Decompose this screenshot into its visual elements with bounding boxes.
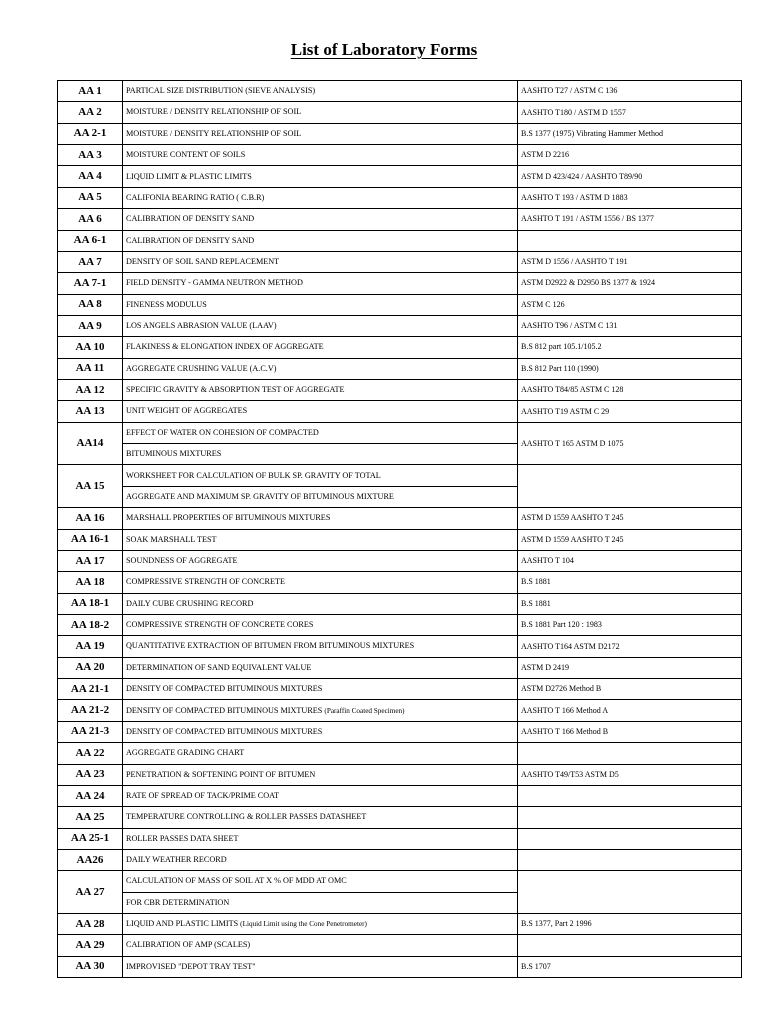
form-title-text: DENSITY OF COMPACTED BITUMINOUS MIXTURES [126, 705, 323, 715]
table-row [58, 721, 742, 742]
table-row [58, 187, 742, 208]
form-title-text: LOS ANGELS ABRASION VALUE (LAAV) [126, 321, 277, 331]
form-standard: ASTM D 1559 AASHTO T 245 [518, 508, 742, 529]
table-row [58, 508, 742, 529]
table-row [58, 81, 742, 102]
form-title [123, 785, 518, 806]
form-title-text: DAILY CUBE CRUSHING RECORD [126, 598, 254, 608]
table-row [58, 230, 742, 251]
form-code: AA 21-1 [58, 679, 123, 700]
form-title [123, 849, 518, 870]
form-code: AA 23 [58, 764, 123, 785]
table-row [58, 123, 742, 144]
form-standard: ASTM D2726 Method B [518, 679, 742, 700]
form-code: AA 2-1 [58, 123, 123, 144]
table-row [58, 743, 742, 764]
form-title-text: RATE OF SPREAD OF TACK/PRIME COAT [126, 790, 280, 800]
form-title [123, 764, 518, 785]
table-row [58, 871, 742, 892]
table-row [58, 914, 742, 935]
table-row [58, 209, 742, 230]
form-title [123, 807, 518, 828]
table-row [58, 294, 742, 315]
form-title [123, 679, 518, 700]
form-standard: ASTM D2922 & D2950 BS 1377 & 1924 [518, 273, 742, 294]
form-standard [518, 807, 742, 828]
form-code: AA14 [58, 422, 123, 465]
form-code: AA 6 [58, 209, 123, 230]
form-title [123, 294, 518, 315]
table-row [58, 401, 742, 422]
form-standard: B.S 1377 (1975) Vibrating Hammer Method [518, 123, 742, 144]
form-code: AA 25 [58, 807, 123, 828]
form-standard: B.S 1881 Part 120 : 1983 [518, 614, 742, 635]
form-code: AA 7-1 [58, 273, 123, 294]
form-title-text: FLAKINESS & ELONGATION INDEX OF AGGREGATE [126, 342, 324, 352]
form-standard: ASTM C 126 [518, 294, 742, 315]
form-standard [518, 743, 742, 764]
form-title [123, 422, 518, 443]
form-title-text: DENSITY OF SOIL SAND REPLACEMENT [126, 256, 280, 266]
form-code: AA26 [58, 849, 123, 870]
form-title [123, 380, 518, 401]
forms-table [57, 80, 742, 978]
form-code: AA 9 [58, 315, 123, 336]
form-title-text: DAILY WEATHER RECORD [126, 855, 227, 865]
form-title [123, 102, 518, 123]
form-title-text: DENSITY OF COMPACTED BITUMINOUS MIXTURES [126, 726, 323, 736]
form-title-note: (Paraffin Coated Specimen) [324, 706, 405, 715]
form-standard: AASHTO T27 / ASTM C 136 [518, 81, 742, 102]
form-title-text: AGGREGATE GRADING CHART [126, 748, 245, 758]
form-title-text: LIQUID LIMIT & PLASTIC LIMITS [126, 171, 252, 181]
form-standard: B.S 1707 [518, 956, 742, 977]
form-code: AA 25-1 [58, 828, 123, 849]
form-code: AA 30 [58, 956, 123, 977]
form-title [123, 273, 518, 294]
table-row [58, 422, 742, 443]
form-standard [518, 465, 742, 508]
form-title [123, 636, 518, 657]
form-code: AA 7 [58, 251, 123, 272]
form-title-text: MOISTURE / DENSITY RELATIONSHIP OF SOIL [126, 128, 302, 138]
table-row [58, 315, 742, 336]
form-title [123, 721, 518, 742]
form-title-text: SOUNDNESS OF AGGREGATE [126, 555, 238, 565]
form-title [123, 572, 518, 593]
form-title-continued: BITUMINOUS MIXTURES [123, 444, 518, 465]
form-title-text: QUANTITATIVE EXTRACTION OF BITUMEN FROM BITUMINOUS MIXTURES [126, 641, 415, 651]
form-standard: AASHTO T 166 Method B [518, 721, 742, 742]
form-title-text: FINENESS MODULUS [126, 299, 207, 309]
table-row [58, 358, 742, 379]
table-row [58, 807, 742, 828]
form-code: AA 24 [58, 785, 123, 806]
form-code: AA 3 [58, 145, 123, 166]
form-standard: B.S 812 Part 110 (1990) [518, 358, 742, 379]
form-code: AA 8 [58, 294, 123, 315]
form-title-text: DETERMINATION OF SAND EQUIVALENT VALUE [126, 662, 312, 672]
form-standard: B.S 1377, Part 2 1996 [518, 914, 742, 935]
form-title-text: ROLLER PASSES DATA SHEET [126, 833, 239, 843]
form-standard: AASHTO T164 ASTM D2172 [518, 636, 742, 657]
form-title [123, 230, 518, 251]
form-standard [518, 828, 742, 849]
table-row [58, 956, 742, 977]
form-title [123, 871, 518, 892]
form-code: AA 27 [58, 871, 123, 914]
form-standard: ASTM D 2419 [518, 657, 742, 678]
form-title [123, 81, 518, 102]
form-title-text: TEMPERATURE CONTROLLING & ROLLER PASSES DATASHEET [126, 812, 367, 822]
form-title-text: COMPRESSIVE STRENGTH OF CONCRETE CORES [126, 620, 314, 630]
form-standard [518, 935, 742, 956]
table-row [58, 828, 742, 849]
table-row [58, 380, 742, 401]
form-code: AA 4 [58, 166, 123, 187]
form-code: AA 19 [58, 636, 123, 657]
form-code: AA 17 [58, 550, 123, 571]
form-title-text: CALIBRATION OF DENSITY SAND [126, 235, 255, 245]
form-title [123, 529, 518, 550]
form-standard [518, 849, 742, 870]
form-title-text: LIQUID AND PLASTIC LIMITS [126, 919, 239, 929]
form-code: AA 15 [58, 465, 123, 508]
form-title [123, 358, 518, 379]
form-title [123, 251, 518, 272]
form-title [123, 914, 518, 935]
form-code: AA 29 [58, 935, 123, 956]
form-title [123, 465, 518, 486]
form-standard [518, 785, 742, 806]
form-title-text: PARTICAL SIZE DISTRIBUTION (SIEVE ANALYSIS) [126, 86, 316, 96]
form-title-text: FIELD DENSITY - GAMMA NEUTRON METHOD [126, 278, 303, 288]
form-title-text: IMPROVISED "DEPOT TRAY TEST" [126, 961, 256, 971]
form-code: AA 18-2 [58, 614, 123, 635]
form-code: AA 13 [58, 401, 123, 422]
table-row [58, 614, 742, 635]
form-title-text: AGGREGATE CRUSHING VALUE (A.C.V) [126, 363, 277, 373]
table-row [58, 593, 742, 614]
form-code: AA 22 [58, 743, 123, 764]
form-standard [518, 230, 742, 251]
form-standard: ASTM D 1559 AASHTO T 245 [518, 529, 742, 550]
form-title-text: WORKSHEET FOR CALCULATION OF BULK SP. GRAVITY OF TOTAL [126, 470, 381, 480]
form-standard: AASHTO T 193 / ASTM D 1883 [518, 187, 742, 208]
form-title [123, 550, 518, 571]
form-standard: AASHTO T180 / ASTM D 1557 [518, 102, 742, 123]
table-row [58, 102, 742, 123]
form-standard [518, 871, 742, 914]
form-title-text: CALIBRATION OF AMP (SCALES) [126, 940, 251, 950]
form-standard: AASHTO T 104 [518, 550, 742, 571]
form-title [123, 187, 518, 208]
form-title-text: MOISTURE CONTENT OF SOILS [126, 150, 246, 160]
form-title-text: EFFECT OF WATER ON COHESION OF COMPACTED [126, 427, 319, 437]
form-code: AA 12 [58, 380, 123, 401]
table-row [58, 657, 742, 678]
form-standard: AASHTO T 166 Method A [518, 700, 742, 721]
form-title [123, 614, 518, 635]
form-title-continued: FOR CBR DETERMINATION [123, 892, 518, 913]
form-standard: AASHTO T96 / ASTM C 131 [518, 315, 742, 336]
form-code: AA 28 [58, 914, 123, 935]
form-standard: B.S 1881 [518, 593, 742, 614]
form-title [123, 657, 518, 678]
form-code: AA 18 [58, 572, 123, 593]
table-row [58, 145, 742, 166]
form-standard: ASTM D 423/424 / AASHTO T89/90 [518, 166, 742, 187]
form-title [123, 828, 518, 849]
form-title-text: UNIT WEIGHT OF AGGREGATES [126, 406, 248, 416]
form-title-text: MARSHALL PROPERTIES OF BITUMINOUS MIXTURES [126, 513, 331, 523]
form-title [123, 700, 518, 721]
form-title [123, 593, 518, 614]
form-code: AA 16-1 [58, 529, 123, 550]
table-row [58, 337, 742, 358]
form-title-text: CALIFONIA BEARING RATIO ( C.B.R) [126, 192, 265, 202]
table-row [58, 251, 742, 272]
table-row [58, 166, 742, 187]
table-row [58, 273, 742, 294]
form-standard: AASHTO T49/T53 ASTM D5 [518, 764, 742, 785]
form-title-text: MOISTURE / DENSITY RELATIONSHIP OF SOIL [126, 107, 302, 117]
form-code: AA 2 [58, 102, 123, 123]
table-row [58, 679, 742, 700]
form-title-text: DENSITY OF COMPACTED BITUMINOUS MIXTURES [126, 684, 323, 694]
table-row [58, 636, 742, 657]
page-title: List of Laboratory Forms [290, 40, 478, 59]
form-title-text: COMPRESSIVE STRENGTH OF CONCRETE [126, 577, 285, 587]
form-code: AA 11 [58, 358, 123, 379]
table-row [58, 785, 742, 806]
form-title [123, 145, 518, 166]
form-title-text: CALCULATION OF MASS OF SOIL AT X % OF MDD AT OMC [126, 876, 347, 886]
form-standard: B.S 1881 [518, 572, 742, 593]
form-title-text: CALIBRATION OF DENSITY SAND [126, 214, 255, 224]
form-title [123, 123, 518, 144]
table-row [58, 550, 742, 571]
form-title [123, 935, 518, 956]
table-row [58, 764, 742, 785]
form-title [123, 315, 518, 336]
form-code: AA 20 [58, 657, 123, 678]
table-row [58, 700, 742, 721]
form-title [123, 337, 518, 358]
table-row [58, 849, 742, 870]
form-code: AA 10 [58, 337, 123, 358]
table-row [58, 529, 742, 550]
form-title-text: SPECIFIC GRAVITY & ABSORPTION TEST OF AGGREGATE [126, 385, 345, 395]
form-code: AA 16 [58, 508, 123, 529]
form-title [123, 166, 518, 187]
form-code: AA 1 [58, 81, 123, 102]
form-title [123, 743, 518, 764]
form-standard: ASTM D 1556 / AASHTO T 191 [518, 251, 742, 272]
form-standard: AASHTO T84/85 ASTM C 128 [518, 380, 742, 401]
form-title [123, 508, 518, 529]
form-title-continued: AGGREGATE AND MAXIMUM SP. GRAVITY OF BITUMINOUS MIXTURE [123, 486, 518, 507]
form-standard: ASTM D 2216 [518, 145, 742, 166]
form-code: AA 5 [58, 187, 123, 208]
form-standard: AASHTO T 165 ASTM D 1075 [518, 422, 742, 465]
form-title-text: SOAK MARSHALL TEST [126, 534, 217, 544]
form-code: AA 21-2 [58, 700, 123, 721]
table-row [58, 465, 742, 486]
form-code: AA 18-1 [58, 593, 123, 614]
table-row [58, 935, 742, 956]
form-title-text: PENETRATION & SOFTENING POINT OF BITUMEN [126, 769, 316, 779]
form-title [123, 956, 518, 977]
form-standard: AASHTO T 191 / ASTM 1556 / BS 1377 [518, 209, 742, 230]
form-standard: B.S 812 part 105.1/105.2 [518, 337, 742, 358]
table-row [58, 572, 742, 593]
forms-table-body [58, 81, 742, 978]
form-code: AA 21-3 [58, 721, 123, 742]
form-title-note: (Liquid Limit using the Cone Penetrometer) [240, 920, 367, 929]
form-code: AA 6-1 [58, 230, 123, 251]
form-standard: AASHTO T19 ASTM C 29 [518, 401, 742, 422]
form-title [123, 209, 518, 230]
form-title [123, 401, 518, 422]
